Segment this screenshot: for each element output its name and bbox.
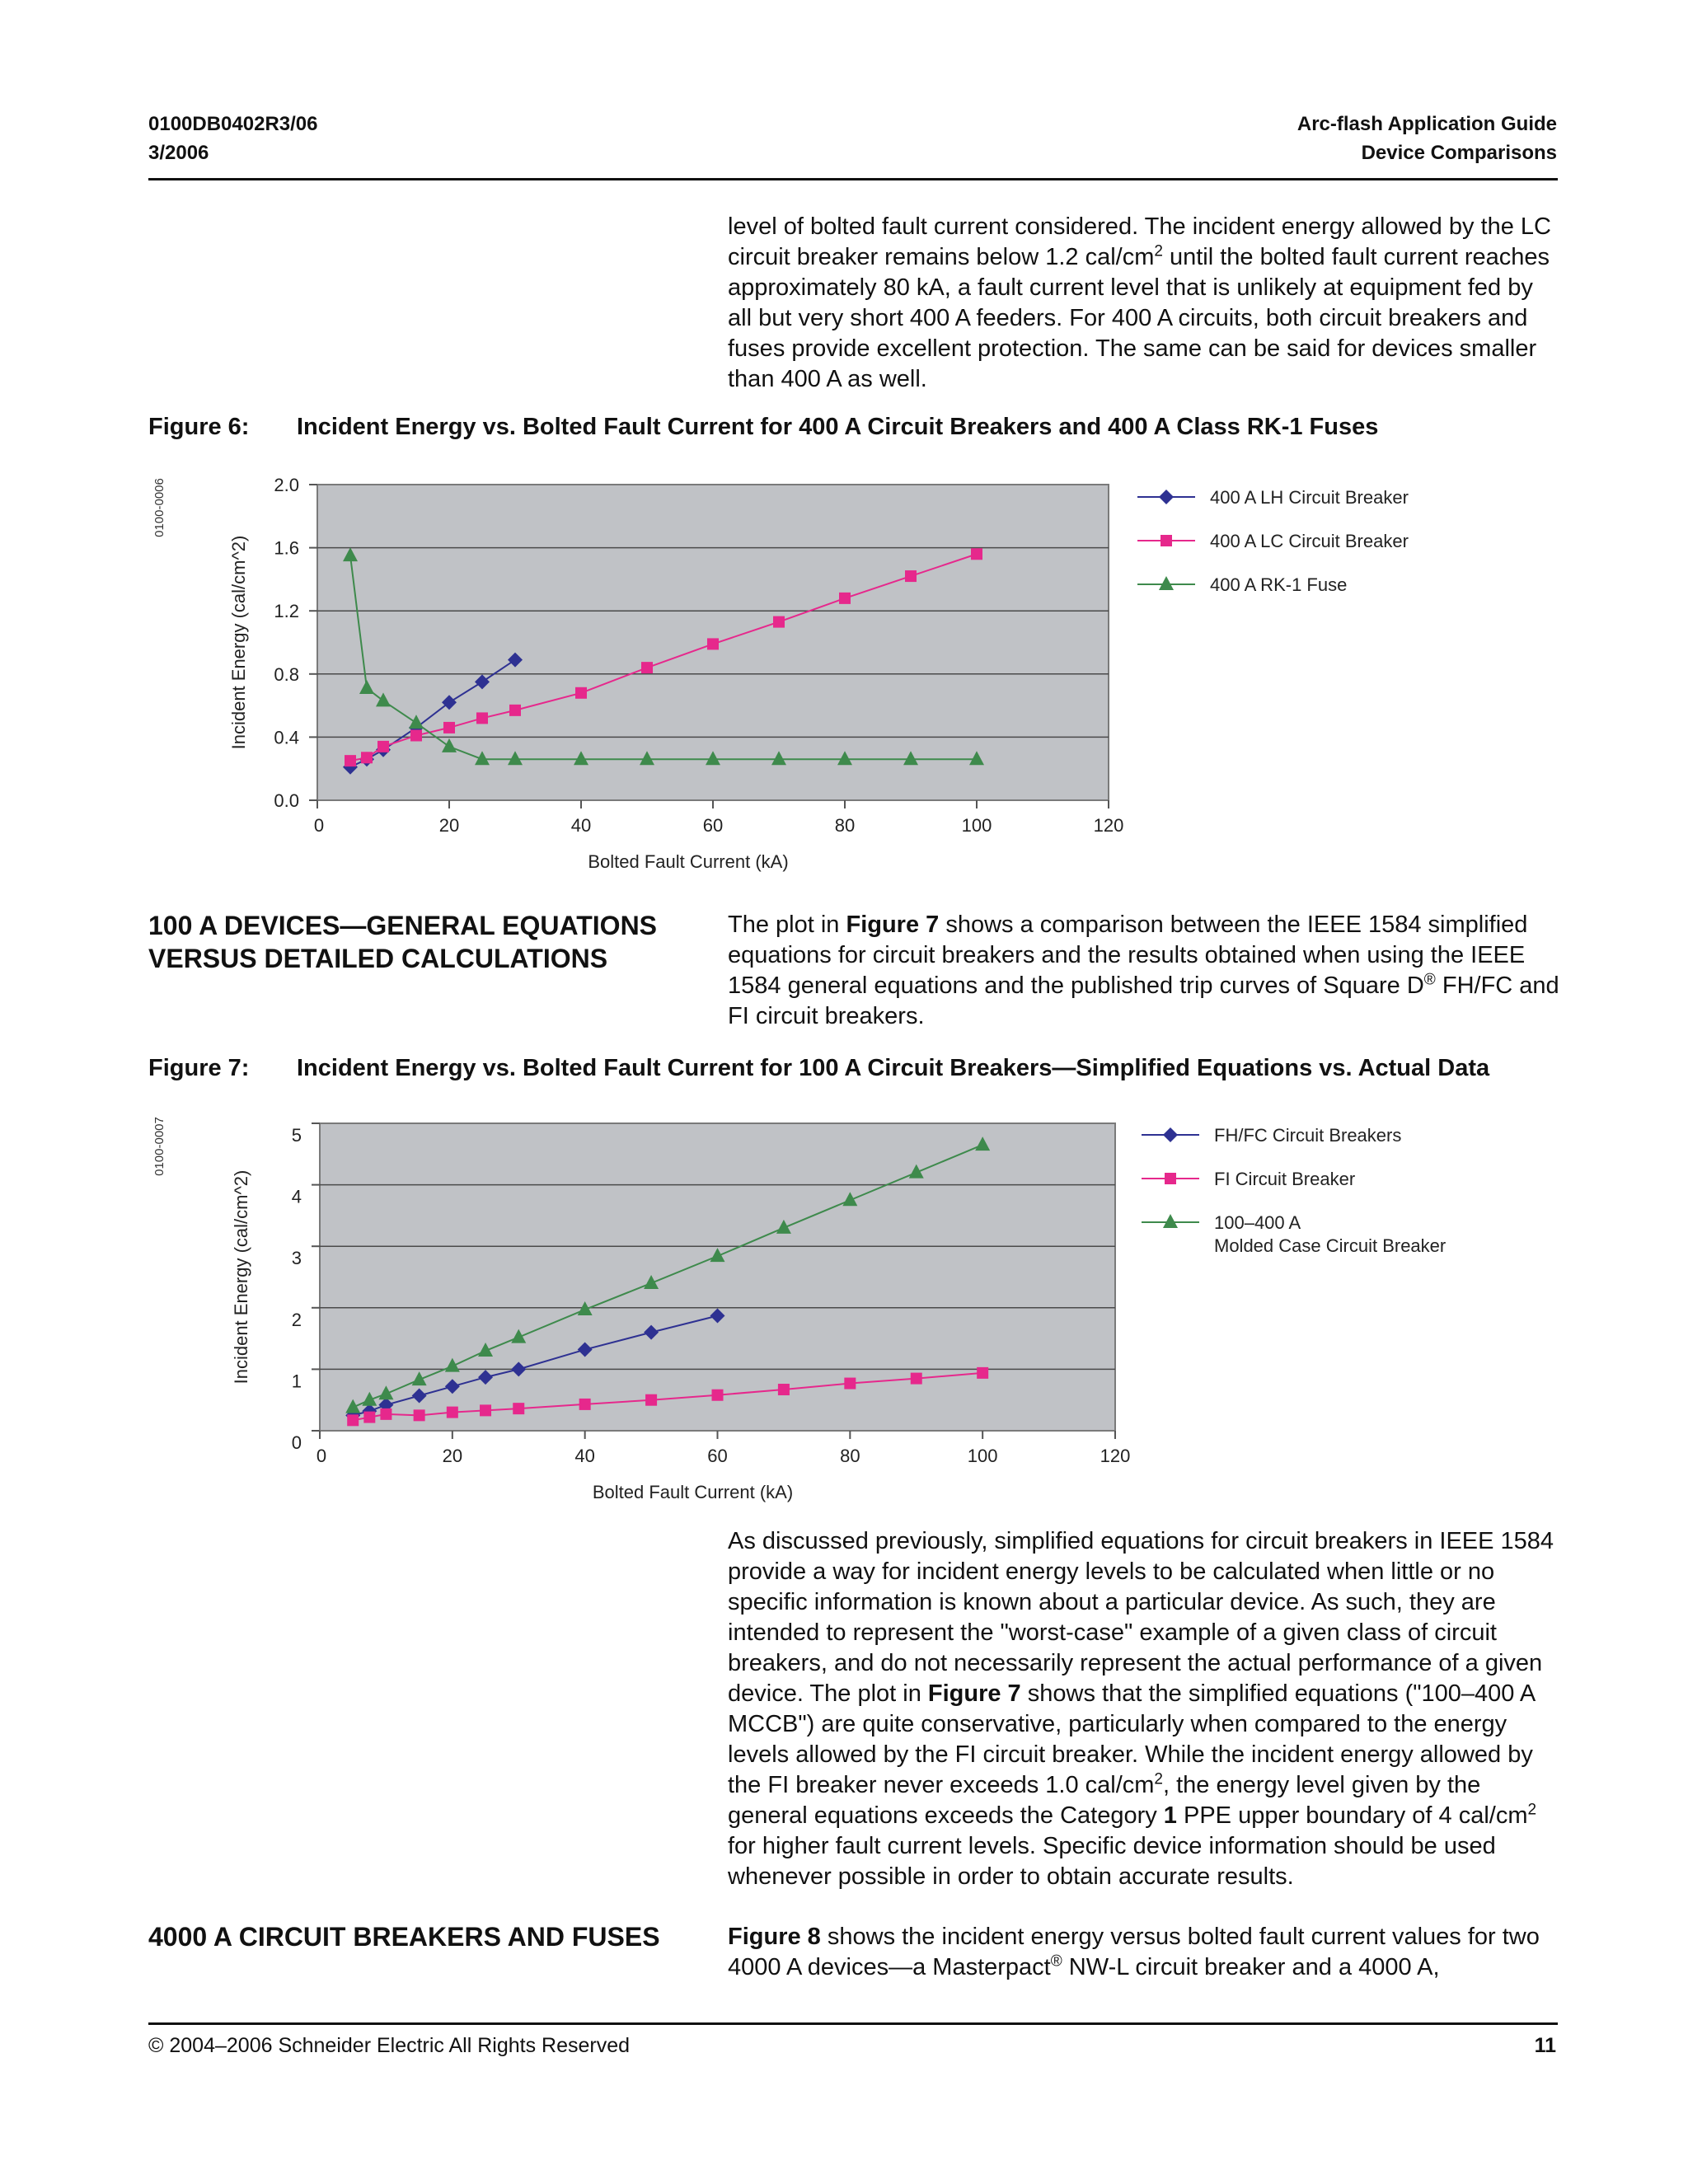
para-text: for higher fault current levels. Specific device information should be used whenever possible in order to obtain accurate results. bbox=[728, 1833, 1496, 1890]
y-tick-label: 0.0 bbox=[274, 790, 299, 811]
legend-marker bbox=[1163, 1214, 1178, 1228]
data-point bbox=[579, 1399, 591, 1410]
legend-label: 100–400 A bbox=[1214, 1212, 1301, 1233]
x-tick-label: 20 bbox=[438, 815, 460, 836]
section-100a-heading-line1: 100 A DEVICES—GENERAL EQUATIONS bbox=[148, 911, 658, 940]
para-text: FH/FC and FI circuit breakers. bbox=[728, 972, 1559, 1029]
data-point bbox=[414, 1409, 425, 1421]
section-4000a-heading: 4000 A CIRCUIT BREAKERS AND FUSES bbox=[148, 1922, 660, 1952]
data-point bbox=[712, 1390, 724, 1401]
y-tick-label: 2.0 bbox=[274, 475, 299, 495]
x-tick-label: 80 bbox=[834, 815, 856, 836]
data-point bbox=[363, 1412, 375, 1423]
para-text: PPE upper boundary of 4 cal/cm bbox=[1176, 1802, 1528, 1829]
registered-mark: ® bbox=[1423, 971, 1436, 989]
para-text: shows the incident energy versus bolted fault current values for two 4000 A devices—a Masterpact bbox=[728, 1924, 1540, 1980]
y-tick-label: 3 bbox=[291, 1248, 302, 1269]
legend-label: FI Circuit Breaker bbox=[1214, 1169, 1356, 1189]
section-4000a-paragraph bbox=[728, 1922, 1560, 1983]
figure7-title: Incident Energy vs. Bolted Fault Current for 100 A Circuit Breakers—Simplified Equations vs. Actual Data bbox=[297, 1055, 1490, 1081]
data-point bbox=[645, 1394, 657, 1406]
superscript: 2 bbox=[1527, 1801, 1537, 1819]
legend-marker bbox=[1165, 1173, 1176, 1184]
y-tick-label: 1.2 bbox=[274, 601, 299, 622]
y-tick-label: 1 bbox=[291, 1371, 302, 1392]
section-title: Device Comparisons bbox=[1361, 142, 1557, 164]
y-tick-label: 0.8 bbox=[274, 663, 299, 685]
para-text: shows that the simplified equations ("100–400 A MCCB") are quite conservative, particularly when compared to the energy levels allowed by the FI circuit breaker. While the incident energy allowed by the FI breaker never exceeds 1.0 cal/cm bbox=[728, 1680, 1535, 1798]
data-point bbox=[447, 1407, 458, 1418]
legend-label: 400 A RK-1 Fuse bbox=[1210, 574, 1348, 595]
y-tick-label: 0 bbox=[291, 1432, 302, 1453]
x-tick-label: 0 bbox=[316, 1446, 327, 1466]
y-tick-label: 5 bbox=[291, 1125, 302, 1146]
x-tick-label: 40 bbox=[574, 1446, 595, 1466]
x-axis-label: Bolted Fault Current (kA) bbox=[588, 851, 789, 872]
legend-label: 400 A LH Circuit Breaker bbox=[1210, 487, 1409, 508]
figure-code: 0100-0007 bbox=[152, 1117, 166, 1176]
legend-marker bbox=[1163, 1127, 1178, 1142]
legend-label: Molded Case Circuit Breaker bbox=[1214, 1235, 1447, 1256]
para-text: The plot in bbox=[728, 912, 846, 938]
superscript: 2 bbox=[1154, 242, 1163, 260]
doc-number: 0100DB0402R3/06 bbox=[148, 113, 318, 135]
x-tick-label: 120 bbox=[1100, 1446, 1131, 1466]
x-axis-label: Bolted Fault Current (kA) bbox=[592, 1482, 794, 1502]
data-point bbox=[844, 1378, 856, 1390]
x-tick-label: 120 bbox=[1093, 815, 1124, 836]
para-text: NW-L circuit breaker and a 4000 A, bbox=[1062, 1954, 1440, 1980]
data-point bbox=[513, 1403, 524, 1414]
x-tick-label: 60 bbox=[707, 1446, 728, 1466]
figure-ref: Figure 7 bbox=[846, 912, 940, 938]
y-tick-label: 1.6 bbox=[274, 537, 299, 559]
category-number: 1 bbox=[1163, 1802, 1177, 1829]
data-point bbox=[977, 1367, 988, 1379]
figure-ref: Figure 8 bbox=[728, 1924, 821, 1950]
discussion-paragraph bbox=[728, 1526, 1560, 1892]
x-tick-label: 60 bbox=[702, 815, 724, 836]
data-point bbox=[347, 1414, 359, 1426]
data-point bbox=[911, 1373, 922, 1385]
legend-label: FH/FC Circuit Breakers bbox=[1214, 1125, 1402, 1146]
x-tick-label: 80 bbox=[840, 1446, 860, 1466]
page-number: 11 bbox=[1534, 2034, 1556, 2057]
data-point bbox=[480, 1404, 491, 1416]
intro-text-2: until the bolted fault current reaches approximately 80 kA, a fault current level that is unlikely at equipment fed by all but very short 400 A feeders. For 400 A circuits, both circuit breakers and fuses provide excellent protection. The same can be said for devices smaller than 400 A as well. bbox=[728, 244, 1550, 392]
plot-area bbox=[320, 1123, 1115, 1431]
y-axis-label: Incident Energy (cal/cm^2) bbox=[231, 1169, 251, 1385]
y-axis-label: Incident Energy (cal/cm^2) bbox=[228, 535, 249, 750]
x-tick-label: 20 bbox=[442, 1446, 463, 1466]
doc-date: 3/2006 bbox=[148, 142, 209, 164]
guide-title: Arc-flash Application Guide bbox=[1296, 113, 1557, 135]
intro-text-1: level of bolted fault current considered. The incident energy allowed by the LC circuit breaker remains below 1.2 cal/cm bbox=[728, 213, 1551, 270]
y-tick-label: 2 bbox=[291, 1309, 302, 1330]
copyright: © 2004–2006 Schneider Electric All Rights Reserved bbox=[148, 2034, 631, 2057]
data-point bbox=[380, 1408, 392, 1420]
legend-label: 400 A LC Circuit Breaker bbox=[1210, 531, 1409, 551]
superscript: 2 bbox=[1154, 1770, 1163, 1788]
registered-mark: ® bbox=[1050, 1952, 1062, 1971]
x-tick-label: 100 bbox=[967, 1446, 998, 1466]
figure6-title: Incident Energy vs. Bolted Fault Current for 400 A Circuit Breakers and 400 A Class RK-1 Fuses bbox=[297, 414, 1379, 440]
x-tick-label: 100 bbox=[961, 815, 992, 836]
para-text: As discussed previously, simplified equations for circuit breakers in IEEE 1584 provide a way for incident energy levels to be calculated when little or no specific information is known about a particular device. As such, they are intended to represent the "worst-case" example of a given class of circuit breakers, and do not necessarily represent the actual performance of a given device. The plot in bbox=[728, 1528, 1554, 1707]
figure7-number: Figure 7: bbox=[148, 1055, 250, 1081]
figure-code: 0100-0006 bbox=[152, 478, 166, 537]
section-100a-heading-line2: VERSUS DETAILED CALCULATIONS bbox=[148, 944, 608, 973]
figure-ref: Figure 7 bbox=[927, 1680, 1021, 1707]
figure6-number: Figure 6: bbox=[148, 414, 250, 440]
y-tick-label: 0.4 bbox=[274, 727, 299, 748]
x-tick-label: 0 bbox=[313, 815, 325, 836]
para-text: , the energy level given by the general equations exceeds the Category bbox=[728, 1772, 1481, 1829]
x-tick-label: 40 bbox=[570, 815, 592, 836]
data-point bbox=[778, 1384, 790, 1395]
para-text: shows a comparison between the IEEE 1584 simplified equations for circuit breakers and the results obtained when using the IEEE 1584 general equations and the published trip curves of Square D bbox=[728, 912, 1528, 999]
y-tick-label: 4 bbox=[291, 1186, 302, 1207]
footer-rule bbox=[148, 2022, 1558, 2025]
